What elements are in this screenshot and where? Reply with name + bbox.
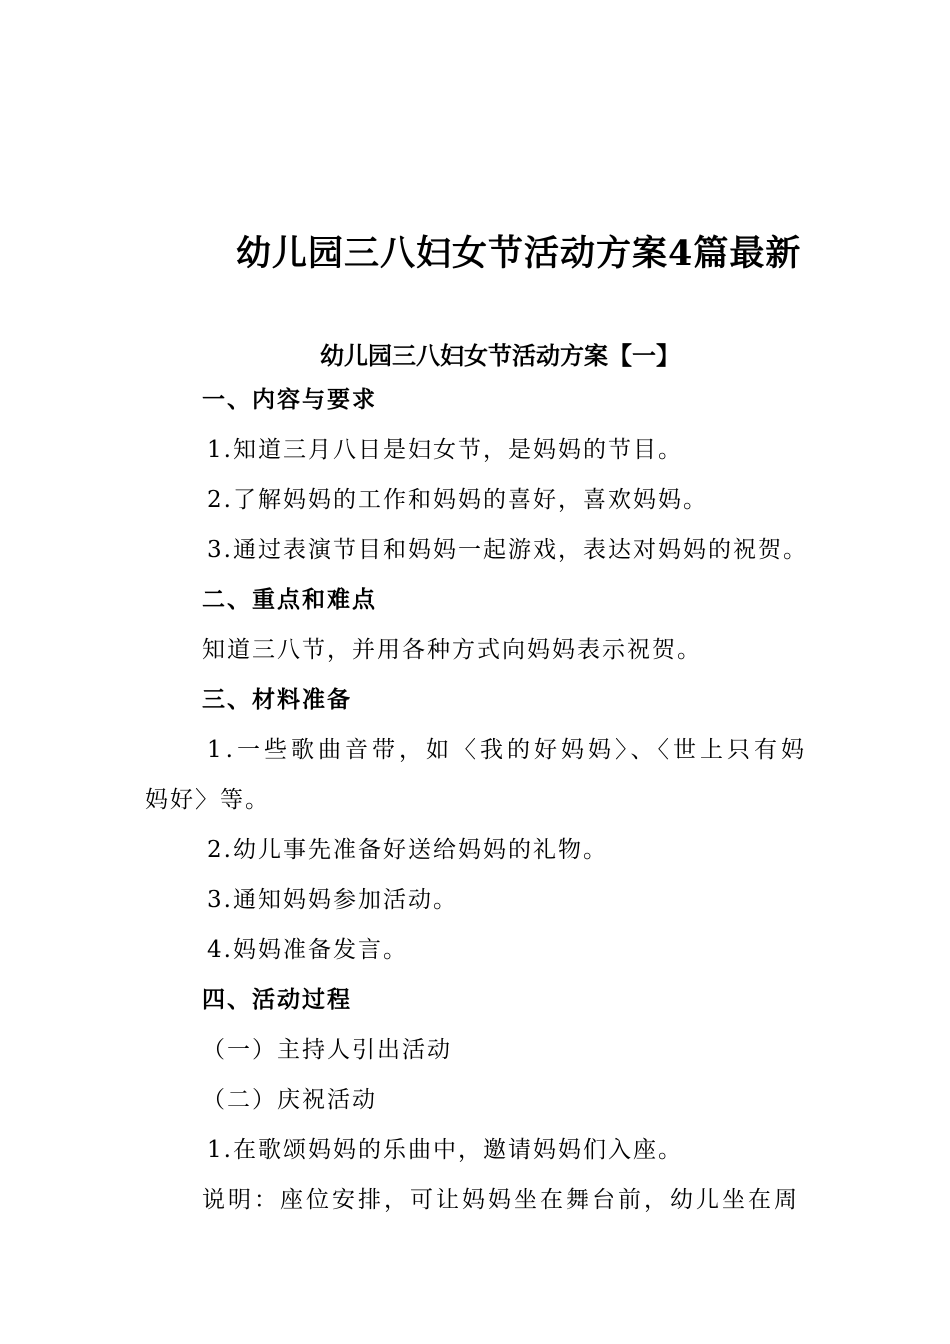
- section-subtitle: 幼儿园三八妇女节活动方案【一】: [320, 341, 680, 370]
- paragraph-line: 3.通知妈妈参加活动。: [207, 887, 458, 913]
- heading-materials: 三、材料准备: [202, 686, 352, 713]
- paragraph-line: 2.了解妈妈的工作和妈妈的喜好，喜欢妈妈。: [207, 487, 708, 513]
- paragraph-line: 知道三八节，并用各种方式向妈妈表示祝贺。: [202, 637, 702, 663]
- paragraph-line: （二）庆祝活动: [202, 1087, 377, 1113]
- paragraph-line: 3.通过表演节目和妈妈一起游戏，表达对妈妈的祝贺。: [207, 537, 808, 563]
- document-title: 幼儿园三八妇女节活动方案4篇最新: [236, 233, 802, 274]
- paragraph-line: 1.一些歌曲音带，如〈我的好妈妈〉、〈世上只有妈: [207, 737, 808, 763]
- paragraph-line: 1.在歌颂妈妈的乐曲中，邀请妈妈们入座。: [207, 1137, 683, 1163]
- paragraph-line: 说明：座位安排，可让妈妈坐在舞台前，幼儿坐在周: [202, 1187, 800, 1213]
- paragraph-line: （一）主持人引出活动: [202, 1037, 452, 1063]
- paragraph-line: 2.幼儿事先准备好送给妈妈的礼物。: [207, 837, 608, 863]
- paragraph-line: 1.知道三月八日是妇女节，是妈妈的节目。: [207, 437, 683, 463]
- heading-activity-process: 四、活动过程: [202, 986, 352, 1013]
- heading-content-requirements: 一、内容与要求: [202, 386, 377, 413]
- heading-key-points: 二、重点和难点: [202, 586, 377, 613]
- paragraph-line: 妈好〉等。: [145, 787, 270, 813]
- paragraph-line: 4.妈妈准备发言。: [207, 937, 408, 963]
